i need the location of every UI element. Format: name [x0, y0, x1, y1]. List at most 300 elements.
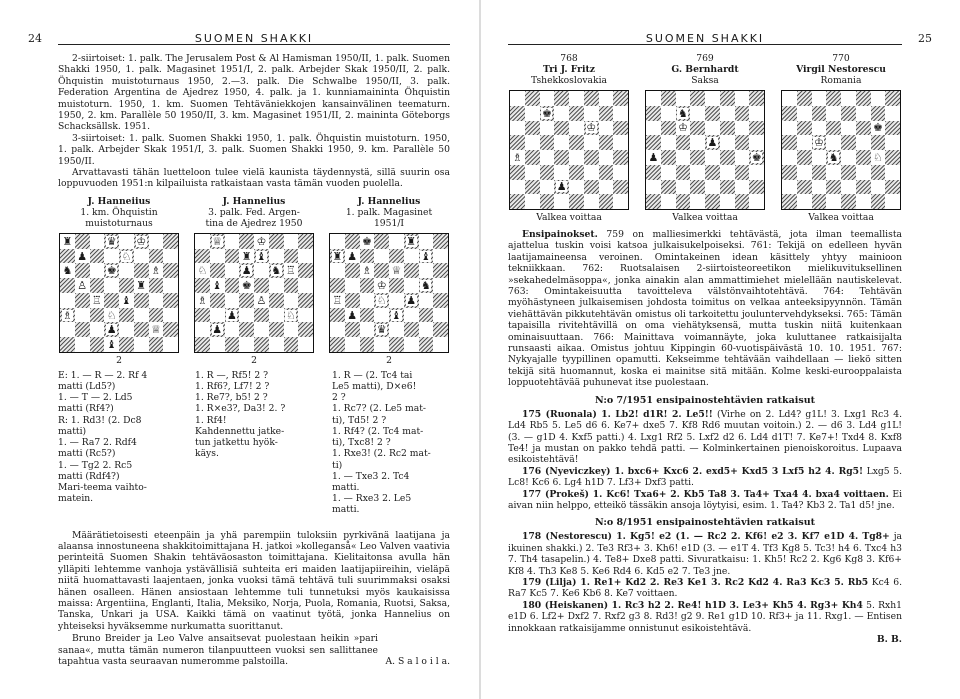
board-square: [613, 121, 628, 136]
section-title: N:o 7/1951 ensipainostehtävien ratkaisut: [594, 394, 816, 406]
black-pawn-icon: ♟: [106, 323, 117, 337]
black-rook-icon: ♜: [62, 234, 73, 248]
board-square: [510, 91, 525, 106]
board-square: [613, 150, 628, 165]
board-square: [210, 322, 225, 337]
board-square: [104, 263, 119, 278]
white-bishop-icon: ♗: [150, 264, 161, 278]
board-square: [149, 293, 164, 308]
board-square: [389, 337, 404, 352]
board-square: [841, 121, 856, 136]
board-square: [599, 194, 614, 209]
board-square: [210, 249, 225, 264]
problem-number: 770: [832, 53, 850, 64]
board-square: [269, 278, 284, 293]
board-square: [330, 278, 345, 293]
board-square: [812, 91, 827, 106]
board-square: [134, 263, 149, 278]
black-bishop-icon: ♝: [212, 279, 223, 292]
board-square: [419, 234, 434, 249]
board-square: [239, 278, 254, 293]
board-square: [705, 106, 720, 121]
board-square: [599, 91, 614, 106]
board-square: [584, 106, 599, 121]
board-square: [525, 106, 540, 121]
board-square: [525, 180, 540, 195]
board-square: [525, 150, 540, 165]
black-queen-icon: ♛: [106, 234, 117, 248]
board-square: [782, 165, 797, 180]
board-square: [404, 293, 419, 308]
black-knight-icon: ♞: [271, 264, 282, 278]
board-square: [782, 121, 797, 136]
board-square: [404, 263, 419, 278]
board-square: [554, 150, 569, 165]
board-square: [885, 121, 900, 136]
problem-author: J. Hannelius: [357, 195, 421, 207]
board-square: [134, 322, 149, 337]
board-square: [254, 263, 269, 278]
board-square: [254, 308, 269, 323]
solution-line: 2 ?: [332, 392, 346, 404]
board-square: [510, 194, 525, 209]
board-square: [374, 234, 389, 249]
chess-diagram: [645, 90, 765, 210]
board-square: [75, 278, 90, 293]
board-square: [871, 165, 886, 180]
board-square: [735, 91, 750, 106]
board-square: [284, 263, 299, 278]
solution-paragraph: [508, 600, 902, 634]
solution-label: 178 (Nestorescu) 1. Kg5! e2 (1. — Rc2 2. Kf6! e2 3. Kf7 e1D 4. Tg8+: [522, 531, 890, 543]
board-square: [797, 150, 812, 165]
black-pawn-icon: ♟: [347, 308, 358, 322]
board-square: [782, 194, 797, 209]
board-square: [661, 180, 676, 195]
board-square: [75, 234, 90, 249]
board-square: [404, 322, 419, 337]
board-square: [149, 234, 164, 249]
board-square: [90, 308, 105, 323]
board-square: [330, 293, 345, 308]
board-square: [720, 91, 735, 106]
board-square: [239, 322, 254, 337]
board-square: [525, 91, 540, 106]
solution-paragraph: [508, 489, 902, 512]
board-square: [419, 337, 434, 352]
board-square: [735, 135, 750, 150]
board-square: [195, 308, 210, 323]
problem-award: 3. palk. Fed. Argen-: [208, 206, 300, 218]
board-square: [841, 165, 856, 180]
solution-line: matti.: [332, 481, 360, 493]
board-square: [298, 322, 313, 337]
problem-author: G. Bernhardt: [671, 64, 739, 75]
right-running-head: [508, 32, 932, 58]
ensipainokset-text: 759 on malliesimerkki tehtävästä, jota ilman teemallista ajattelua tuskin voisi katsoa julkaisukelpoiseksi. 761: Tekijä on edelleen hyvän laatijamaineensa veroinen. Omintakeinen idean käsittely yhtyy mainioon tekniikkaan. 762: Ruotsalaisen 2-siirtoisteoreetikon mielikuvituksellinen »sekahedelmäsoppa«, jonka ainakin alan ammattimiehet mielellään nautiskelevat. 763: Omintakeisuutta tavoitteleva välstönvaihtotehtävä. 764: Tehtävän myöhästyneen julkaisemisen johdosta toimitus on velkaa anteeksipyynnön. Tämän viehättävän pikkutehtävän omistus oli tarkoitettu jouluntervehdykseksi. 765: Tämän tapaisilla rivitehtävillä on oma viehätyksensä, mutta tuskin niitä kuitenkaan ominaisuuttaan. 766: Mainittava voimannäyte, joka kuluttanee ratkaisijalta runsaasti aikaa. Omistus johtuu Kippingin 60-vuotispäivästä 10. 10. 1951. 767: Nykyajalle tyypillinen opamutti. Kekseimme tehtävään vaihdellaan — liekö sitten tekijä sitä huomannut, koska ei mainitse sitä mitään. Kolme keski-eurooppalaista loppuotehtävää puhunevat itse puolestaan.: [508, 229, 902, 389]
board-square: [433, 308, 448, 323]
solution-line: 1. R —, Rf5! 2 ?: [195, 369, 269, 381]
board-square: [298, 337, 313, 352]
board-square: [284, 249, 299, 264]
board-square: [569, 121, 584, 136]
board-square: [239, 337, 254, 352]
board-square: [510, 106, 525, 121]
board-square: [826, 165, 841, 180]
board-square: [284, 234, 299, 249]
board-square: [871, 180, 886, 195]
board-square: [284, 322, 299, 337]
solution-line: 1. — Tg2 2. Rc5: [58, 459, 133, 471]
board-square: [812, 106, 827, 121]
board-square: [584, 135, 599, 150]
board-square: [661, 150, 676, 165]
black-pawn-icon: ♟: [77, 249, 88, 263]
board-square: [163, 278, 178, 293]
board-square: [690, 121, 705, 136]
board-square: [374, 337, 389, 352]
solution-line: 1. Rc7? (2. Le5 mat-: [332, 403, 427, 415]
board-square: [374, 278, 389, 293]
problem-country: Saksa: [691, 75, 719, 86]
board-square: [646, 180, 661, 195]
white-bishop-icon: ♗: [512, 150, 523, 164]
board-square: [389, 293, 404, 308]
board-square: [646, 165, 661, 180]
board-square: [134, 278, 149, 293]
board-square: [225, 308, 240, 323]
chess-diagram: [509, 90, 629, 210]
right-page: [480, 0, 960, 699]
board-square: [720, 121, 735, 136]
board-square: [720, 180, 735, 195]
board-square: [871, 135, 886, 150]
board-square: [584, 91, 599, 106]
solution-line: matti): [58, 425, 87, 437]
board-square: [841, 180, 856, 195]
board-square: [735, 194, 750, 209]
black-pawn-icon: ♟: [347, 249, 358, 263]
board-square: [269, 337, 284, 352]
solution-line: 1. — Ra7 2. Rdf4: [58, 437, 137, 449]
board-square: [104, 308, 119, 323]
solution-line: matti (Rc5?): [58, 448, 116, 460]
problem-block: [780, 53, 902, 223]
board-square: [661, 106, 676, 121]
board-square: [419, 278, 434, 293]
board-square: [554, 91, 569, 106]
board-square: [195, 293, 210, 308]
black-queen-icon: ♛: [376, 323, 387, 337]
board-square: [404, 308, 419, 323]
board-square: [797, 135, 812, 150]
board-square: [856, 194, 871, 209]
board-square: [360, 249, 375, 264]
problem-author: J. Hannelius: [222, 195, 286, 207]
chess-diagram: [329, 233, 449, 353]
board-square: [210, 263, 225, 278]
board-square: [510, 135, 525, 150]
board-square: [613, 106, 628, 121]
problem-block: [58, 196, 180, 366]
board-square: [676, 135, 691, 150]
board-square: [690, 135, 705, 150]
solution-line: Kahdennettu jatke-: [195, 425, 285, 437]
problem-award: 1951/I: [373, 217, 405, 229]
board-square: [782, 135, 797, 150]
black-pawn-icon: ♟: [226, 308, 237, 322]
board-square: [885, 165, 900, 180]
board-square: [330, 337, 345, 352]
chess-diagram: [781, 90, 901, 210]
board-square: [239, 234, 254, 249]
solution-line: 1. R — (2. Tc4 tai: [332, 369, 413, 381]
board-square: [599, 121, 614, 136]
board-square: [797, 180, 812, 195]
white-rook-icon: ♖: [91, 293, 102, 307]
solution-text: [332, 370, 450, 516]
board-square: [705, 180, 720, 195]
board-square: [149, 322, 164, 337]
board-square: [720, 165, 735, 180]
board-square: [749, 121, 764, 136]
board-square: [60, 337, 75, 352]
black-king-icon: ♚: [106, 264, 117, 278]
solution-label: 180 (Heiskanen) 1. Rc3 h2 2. Re4! h1D 3. Le3+ Kh5 4. Rg3+ Kh4: [522, 599, 863, 611]
board-square: [433, 263, 448, 278]
board-square: [419, 322, 434, 337]
board-square: [90, 249, 105, 264]
solution-line: Mari-teema vaihto-: [58, 481, 147, 493]
board-square: [782, 180, 797, 195]
solution-body: Ei aivan niin helppo, etteikö tässäkin ansoja löytyisi, esim. 1. Ta4? Kb3 2. Ta1 d5! jne.: [508, 488, 903, 511]
white-knight-icon: ♘: [106, 308, 117, 322]
board-square: [661, 135, 676, 150]
solution-body: ja ikuinen shakki.) 2. Te3 Rf3+ 3. Kh6! e1D (3. — e1T 4. Tf3 Kg8 5. Tc3! h4 6. Txc4 h3 7. Th4 tasapelin.) 4. Te8+ Dxe8 patti. Sivuratkaisu: 1. Kh5! Rc2 2. Kg6 Kg8 3. Kf6+ Kf8 4. Th3 Ke8 5. Ke6 Rd4 6. Kd5 e2 7. Te3 jne.: [508, 531, 903, 577]
closing-paragraph-1: Määrätietoisesti eteenpäin ja yhä parempiin tuloksiin pyrkivänä laatijana ja alaansa innostuneena shakkitoimittajana H. jatkoi »kolleganså« Leo Valven vaativia perinteitä Suomen Shakin tehtäväosaston toimittajana. Kielitaitonsa avulla hän ylläpiti lehtemme vanhoja ystävällisiä suhteita eri maiden laatijapiireihin, vieläpä niitä huomattavasti laajentaen, jonka vuoksi tämä tehtävä tuli suurimmaksi osaksi hänen osalleen. Hänen ansiostaan lehtemme tuli tunnetuksi myös kaukaisissa maissa: Argentiina, Englanti, Italia, Meksiko, Norja, Puola, Romania, Ruotsi, Saksa, Tanska, Unkari ja USA. Kaikki tämä on vaatinut työtä, jonka Hannelius on yhteiseksi hyväksemme nurkumatta suorittanut.: [58, 529, 450, 632]
board-square: [254, 249, 269, 264]
board-square: [163, 263, 178, 278]
board-square: [345, 322, 360, 337]
board-square: [360, 293, 375, 308]
board-square: [885, 135, 900, 150]
board-square: [812, 194, 827, 209]
board-square: [584, 150, 599, 165]
board-square: [525, 165, 540, 180]
black-knight-icon: ♞: [677, 106, 688, 120]
board-square: [345, 308, 360, 323]
problem-block: [328, 196, 450, 366]
board-square: [239, 249, 254, 264]
solution-line: 1. Rf6?, Lf7! 2 ?: [195, 381, 270, 393]
board-square: [90, 263, 105, 278]
board-square: [239, 308, 254, 323]
solution-line: 1. Rf4!: [195, 414, 227, 426]
board-square: [419, 263, 434, 278]
solution-body: Lxg5 5. Lc8! Kc6 6. Lg4 h1D 7. Lf3+ Dxf3 patti.: [508, 465, 902, 489]
board-square: [419, 308, 434, 323]
board-square: [360, 234, 375, 249]
board-square: [661, 91, 676, 106]
board-square: [510, 165, 525, 180]
solution-line: matti.: [332, 504, 360, 516]
board-square: [812, 135, 827, 150]
board-square: [705, 165, 720, 180]
board-square: [374, 293, 389, 308]
board-square: [419, 293, 434, 308]
problem-block: [508, 53, 630, 223]
white-knight-icon: ♘: [376, 293, 387, 307]
board-square: [856, 165, 871, 180]
board-square: [389, 263, 404, 278]
board-square: [360, 308, 375, 323]
board-square: [584, 121, 599, 136]
board-square: [210, 293, 225, 308]
solution-line: 1. — T — 2. Ld5: [58, 392, 133, 404]
board-square: [749, 106, 764, 121]
board-square: [60, 322, 75, 337]
board-square: [119, 337, 134, 352]
board-square: [75, 322, 90, 337]
board-square: [225, 322, 240, 337]
solution-line: tun jatkettu hyök-: [195, 437, 278, 449]
board-square: [661, 194, 676, 209]
black-knight-icon: ♞: [828, 150, 839, 164]
board-square: [90, 293, 105, 308]
white-knight-icon: ♘: [872, 150, 883, 164]
board-square: [856, 91, 871, 106]
board-square: [225, 249, 240, 264]
board-square: [90, 337, 105, 352]
board-square: [569, 180, 584, 195]
board-square: [856, 106, 871, 121]
solution-line: matti (Rdf4?): [58, 470, 120, 482]
board-square: [225, 234, 240, 249]
board-square: [163, 308, 178, 323]
board-square: [374, 322, 389, 337]
solution-paragraph: [508, 466, 902, 489]
board-square: [705, 194, 720, 209]
white-bishop-icon: ♗: [361, 264, 372, 278]
board-square: [134, 234, 149, 249]
board-square: [613, 165, 628, 180]
board-square: [269, 234, 284, 249]
left-running-title: SUOMEN SHAKKI: [194, 32, 314, 45]
board-square: [540, 150, 555, 165]
board-square: [163, 293, 178, 308]
board-square: [360, 278, 375, 293]
black-bishop-icon: ♝: [106, 338, 117, 351]
white-rook-icon: ♖: [332, 293, 343, 307]
board-square: [330, 234, 345, 249]
board-square: [735, 150, 750, 165]
black-rook-icon: ♜: [241, 249, 252, 263]
board-square: [569, 194, 584, 209]
chess-diagram: [59, 233, 179, 353]
solution-paragraph: [508, 409, 902, 466]
board-square: [60, 234, 75, 249]
problem-block: [193, 196, 315, 366]
board-square: [284, 293, 299, 308]
board-square: [812, 165, 827, 180]
board-square: [104, 293, 119, 308]
board-square: [841, 106, 856, 121]
black-pawn-icon: ♟: [707, 136, 718, 150]
board-square: [254, 293, 269, 308]
solution-label: 176 (Nyeviczkey) 1. bxc6+ Kxc6 2. exd5+ Kxd5 3 Lxf5 h2 4. Rg5!: [522, 465, 864, 477]
board-square: [119, 322, 134, 337]
board-square: [525, 194, 540, 209]
board-square: [646, 91, 661, 106]
board-square: [254, 234, 269, 249]
board-square: [885, 150, 900, 165]
board-square: [433, 293, 448, 308]
problem-number: 769: [696, 53, 714, 64]
board-square: [749, 194, 764, 209]
solution-line: 1. — Rxe3 2. Le5: [332, 493, 412, 505]
board-square: [797, 165, 812, 180]
problem-author: Virgil Nestorescu: [796, 64, 886, 75]
board-square: [584, 180, 599, 195]
board-square: [735, 106, 750, 121]
board-square: [210, 278, 225, 293]
board-square: [812, 121, 827, 136]
board-square: [269, 322, 284, 337]
board-square: [584, 165, 599, 180]
board-square: [90, 234, 105, 249]
board-square: [705, 91, 720, 106]
solution-body: (Virhe on 2. Ld4? g1L! 3. Lxg1 Rc3 4. Ld4 Rb5 5. Le5 d6 6. Ke7+ dxe5 7. Kf8 Rd6 muutan voitoin.) 2. — d6 3. Ld4 g1L! (3. — g1D 4. Kxf5 patti.) 4. Lxg1 Rf2 5. Lxf2 d2 6. Ld4 d1T! 7. Ke7+! Txd4 8. Kxf8 Te4! ja mustan on pakko tehdä patti. — Kolminkertainen pienoiskoroitus. Lupaava esikoistehtävä!: [508, 408, 903, 466]
black-rook-icon: ♜: [406, 234, 417, 248]
black-knight-icon: ♞: [62, 264, 73, 278]
board-square: [389, 322, 404, 337]
board-square: [885, 194, 900, 209]
board-square: [613, 91, 628, 106]
board-square: [345, 337, 360, 352]
board-square: [119, 308, 134, 323]
solution-line: ti): [332, 459, 343, 471]
board-square: [345, 278, 360, 293]
board-square: [646, 121, 661, 136]
solution-text: [58, 370, 176, 516]
solution-line: matti (Rf4?): [58, 403, 114, 415]
white-king-icon: ♔: [813, 136, 824, 150]
board-square: [195, 249, 210, 264]
board-square: [75, 337, 90, 352]
board-square: [613, 135, 628, 150]
board-square: [554, 194, 569, 209]
board-square: [690, 165, 705, 180]
solution-body: Kc4 6. Ra7 Kc5 7. Ke6 Kb6 8. Ke7 voittaen.: [508, 576, 902, 600]
board-square: [782, 150, 797, 165]
board-square: [119, 249, 134, 264]
board-square: [676, 194, 691, 209]
black-king-icon: ♚: [751, 150, 762, 164]
board-square: [540, 194, 555, 209]
black-king-icon: ♚: [541, 106, 552, 120]
white-king-icon: ♔: [256, 234, 267, 248]
board-square: [826, 91, 841, 106]
board-square: [871, 150, 886, 165]
board-square: [330, 249, 345, 264]
black-bishop-icon: ♝: [391, 308, 402, 322]
board-square: [404, 337, 419, 352]
board-square: [720, 150, 735, 165]
board-square: [540, 180, 555, 195]
board-square: [705, 150, 720, 165]
board-square: [525, 121, 540, 136]
board-square: [510, 180, 525, 195]
